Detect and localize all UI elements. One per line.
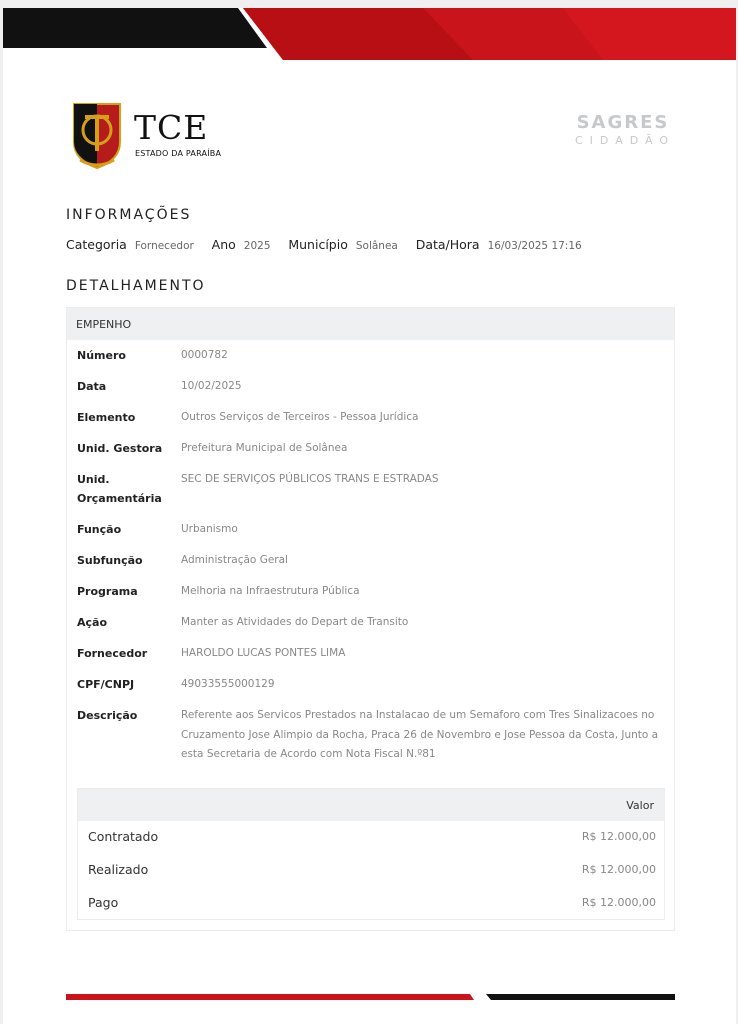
detail-value: Referente aos Servicos Prestados na Instalacao de um Semaforo com Tres Sinalizacoes no Cruzamento Jose Alimpio da Rocha, Praca 26 de Novembro e Jose Pessoa da Costa, Junto a esta Secretaria de Acordo com Nota Fiscal N.º81	[181, 709, 659, 760]
detail-value: Administração Geral	[181, 554, 288, 566]
detail-label: CPF/CNPJ	[77, 678, 135, 691]
detail-value: 10/02/2025	[181, 380, 242, 392]
info-label: Ano	[211, 237, 236, 252]
info-label: Categoria	[66, 237, 127, 252]
detail-label: Unid. Gestora	[77, 442, 163, 455]
valor-row	[88, 829, 656, 844]
detail-value: Prefeitura Municipal de Solânea	[181, 442, 348, 454]
info-value: 16/03/2025 17:16	[487, 240, 582, 252]
detail-value: Urbanismo	[181, 523, 238, 535]
info-line	[66, 237, 596, 252]
detail-value: Manter as Atividades do Depart de Transito	[181, 616, 409, 628]
logo-title: TCE	[134, 108, 209, 147]
logo-subtitle: ESTADO DA PARAÍBA	[135, 149, 222, 158]
empenho-header: EMPENHO	[67, 308, 674, 340]
info-label: Município	[288, 237, 348, 252]
sagres-subtitle: CIDADÃO	[575, 134, 675, 147]
detail-label: Fornecedor	[77, 647, 148, 660]
valor-amount: R$ 12.000,00	[581, 896, 656, 909]
valor-amount: R$ 12.000,00	[581, 863, 656, 876]
detail-label: Descrição	[77, 709, 138, 722]
document-page	[3, 8, 736, 1024]
tce-shield-icon	[72, 102, 122, 170]
bottom-footer-band	[66, 994, 675, 1000]
sagres-title: SAGRES	[576, 112, 670, 133]
detail-label: Subfunção	[77, 554, 143, 567]
detail-label: Elemento	[77, 411, 136, 424]
valor-header: Valor	[78, 789, 664, 821]
detail-value: SEC DE SERVIÇOS PÚBLICOS TRANS E ESTRADAS	[181, 473, 439, 485]
tce-logo	[72, 102, 222, 172]
detail-label: Número	[77, 349, 126, 362]
info-value: Fornecedor	[134, 240, 194, 252]
informacoes-title: INFORMAÇÕES	[66, 207, 192, 223]
detail-label: Função	[77, 523, 122, 536]
valor-table	[77, 788, 665, 920]
valor-label: Realizado	[88, 862, 149, 877]
valor-row	[88, 862, 656, 877]
detail-value: 0000782	[181, 349, 228, 361]
detail-value: 49033555000129	[181, 678, 275, 690]
valor-row	[88, 895, 656, 910]
valor-label: Contratado	[88, 829, 159, 844]
info-value: Solânea	[355, 240, 398, 252]
valor-amount: R$ 12.000,00	[581, 830, 656, 843]
top-header-band	[3, 8, 736, 60]
detail-label: Ação	[77, 616, 108, 629]
detail-label: Programa	[77, 585, 138, 598]
valor-label: Pago	[88, 895, 119, 910]
detail-value: Melhoria na Infraestrutura Pública	[181, 585, 360, 597]
detalhamento-title: DETALHAMENTO	[66, 278, 206, 294]
sagres-brand	[568, 112, 678, 147]
detail-label: Unid. Orçamentária	[77, 473, 162, 505]
info-label: Data/Hora	[415, 237, 480, 252]
detail-value: HAROLDO LUCAS PONTES LIMA	[181, 647, 346, 659]
detail-value: Outros Serviços de Terceiros - Pessoa Jurídica	[181, 411, 419, 423]
info-value: 2025	[243, 240, 271, 252]
empenho-card	[66, 307, 675, 931]
detail-label: Data	[77, 380, 107, 393]
